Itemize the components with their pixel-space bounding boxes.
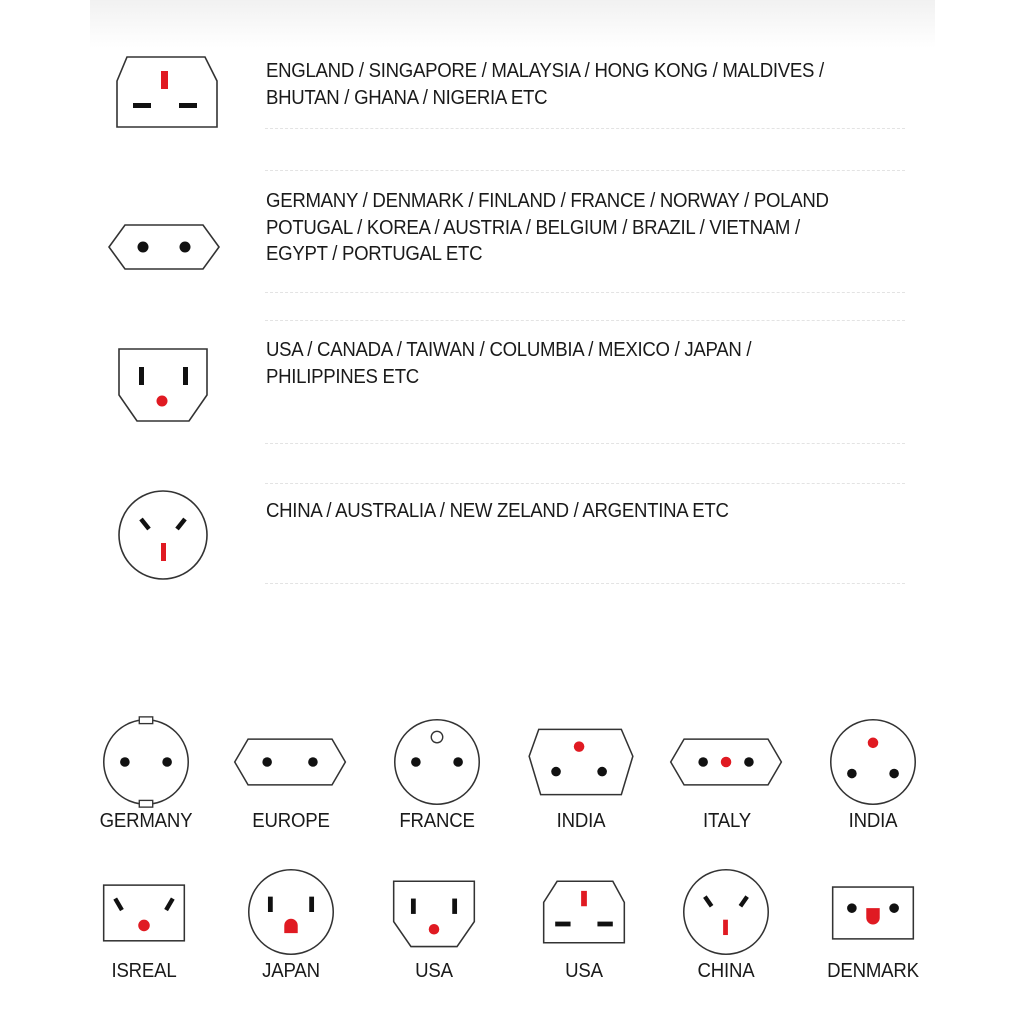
plug-grid [0, 700, 1024, 1024]
plug-japan [216, 864, 366, 983]
row-text-line: BHUTAN / GHANA / NIGERIA ETC [266, 86, 548, 109]
plug-label: USA [565, 960, 603, 982]
india-plug-icon [825, 714, 921, 810]
divider [265, 583, 905, 584]
uk-plug-icon [105, 45, 225, 145]
row-text-line: CHINA / AUSTRALIA / NEW ZELAND / ARGENTINA ETC [266, 500, 729, 522]
plug-italy [652, 714, 802, 833]
usa-plug-icon [105, 335, 225, 435]
plug-label: DENMARK [827, 960, 919, 982]
denmark-plug-icon [825, 864, 921, 960]
plug-india [506, 714, 656, 833]
israel-plug-icon [96, 864, 192, 960]
india-plug-icon [523, 714, 639, 810]
china-plug-icon [678, 864, 774, 960]
plug-label: JAPAN [262, 960, 320, 982]
plug-europe [216, 714, 366, 833]
row-text-line: POTUGAL / KOREA / AUSTRIA / BELGIUM / BRAZIL / VIETNAM / [266, 216, 800, 239]
japan-plug-icon [243, 864, 339, 960]
divider [265, 320, 905, 321]
divider [265, 483, 905, 484]
row-text-line: USA / CANADA / TAIWAN / COLUMBIA / MEXICO / JAPAN / [266, 339, 752, 361]
row-text-line: EGYPT / PORTUGAL ETC [266, 243, 483, 265]
italy-plug-icon [665, 714, 789, 810]
row-text-line: GERMANY / DENMARK / FINLAND / FRANCE / NORWAY / POLAND [266, 190, 829, 212]
europe-plug-icon [229, 714, 353, 810]
top-fade [90, 0, 935, 48]
divider [265, 128, 905, 129]
divider [265, 292, 905, 293]
row-text-line: ENGLAND / SINGAPORE / MALAYSIA / HONG KONG / MALDIVES / [266, 60, 824, 82]
plug-label: ITALY [702, 810, 751, 832]
plug-france [362, 714, 512, 833]
france-plug-icon [389, 714, 485, 810]
europe-plug-icon [105, 195, 225, 295]
divider [265, 170, 905, 171]
plug-label: USA [415, 960, 453, 982]
plug-label: FRANCE [399, 810, 475, 832]
plug-germany [71, 714, 221, 833]
plug-label: ISREAL [111, 960, 177, 982]
plug-israel [69, 864, 219, 983]
plug-usa [359, 864, 509, 983]
china-plug-icon [105, 485, 225, 585]
plug-denmark [798, 864, 948, 983]
divider [265, 443, 905, 444]
plug-label: GERMANY [99, 810, 193, 832]
usa-uk-plug-icon [536, 864, 632, 960]
plug-usa-alt [509, 864, 659, 983]
usa-plug-icon [386, 864, 482, 960]
plug-label: EUROPE [252, 810, 330, 832]
plug-india [798, 714, 948, 833]
germany-plug-icon [98, 714, 194, 810]
plug-label: INDIA [848, 810, 898, 832]
plug-label: INDIA [556, 810, 606, 832]
plug-china [651, 864, 801, 983]
row-text-line: PHILIPPINES ETC [266, 365, 419, 388]
plug-label: CHINA [697, 960, 755, 982]
